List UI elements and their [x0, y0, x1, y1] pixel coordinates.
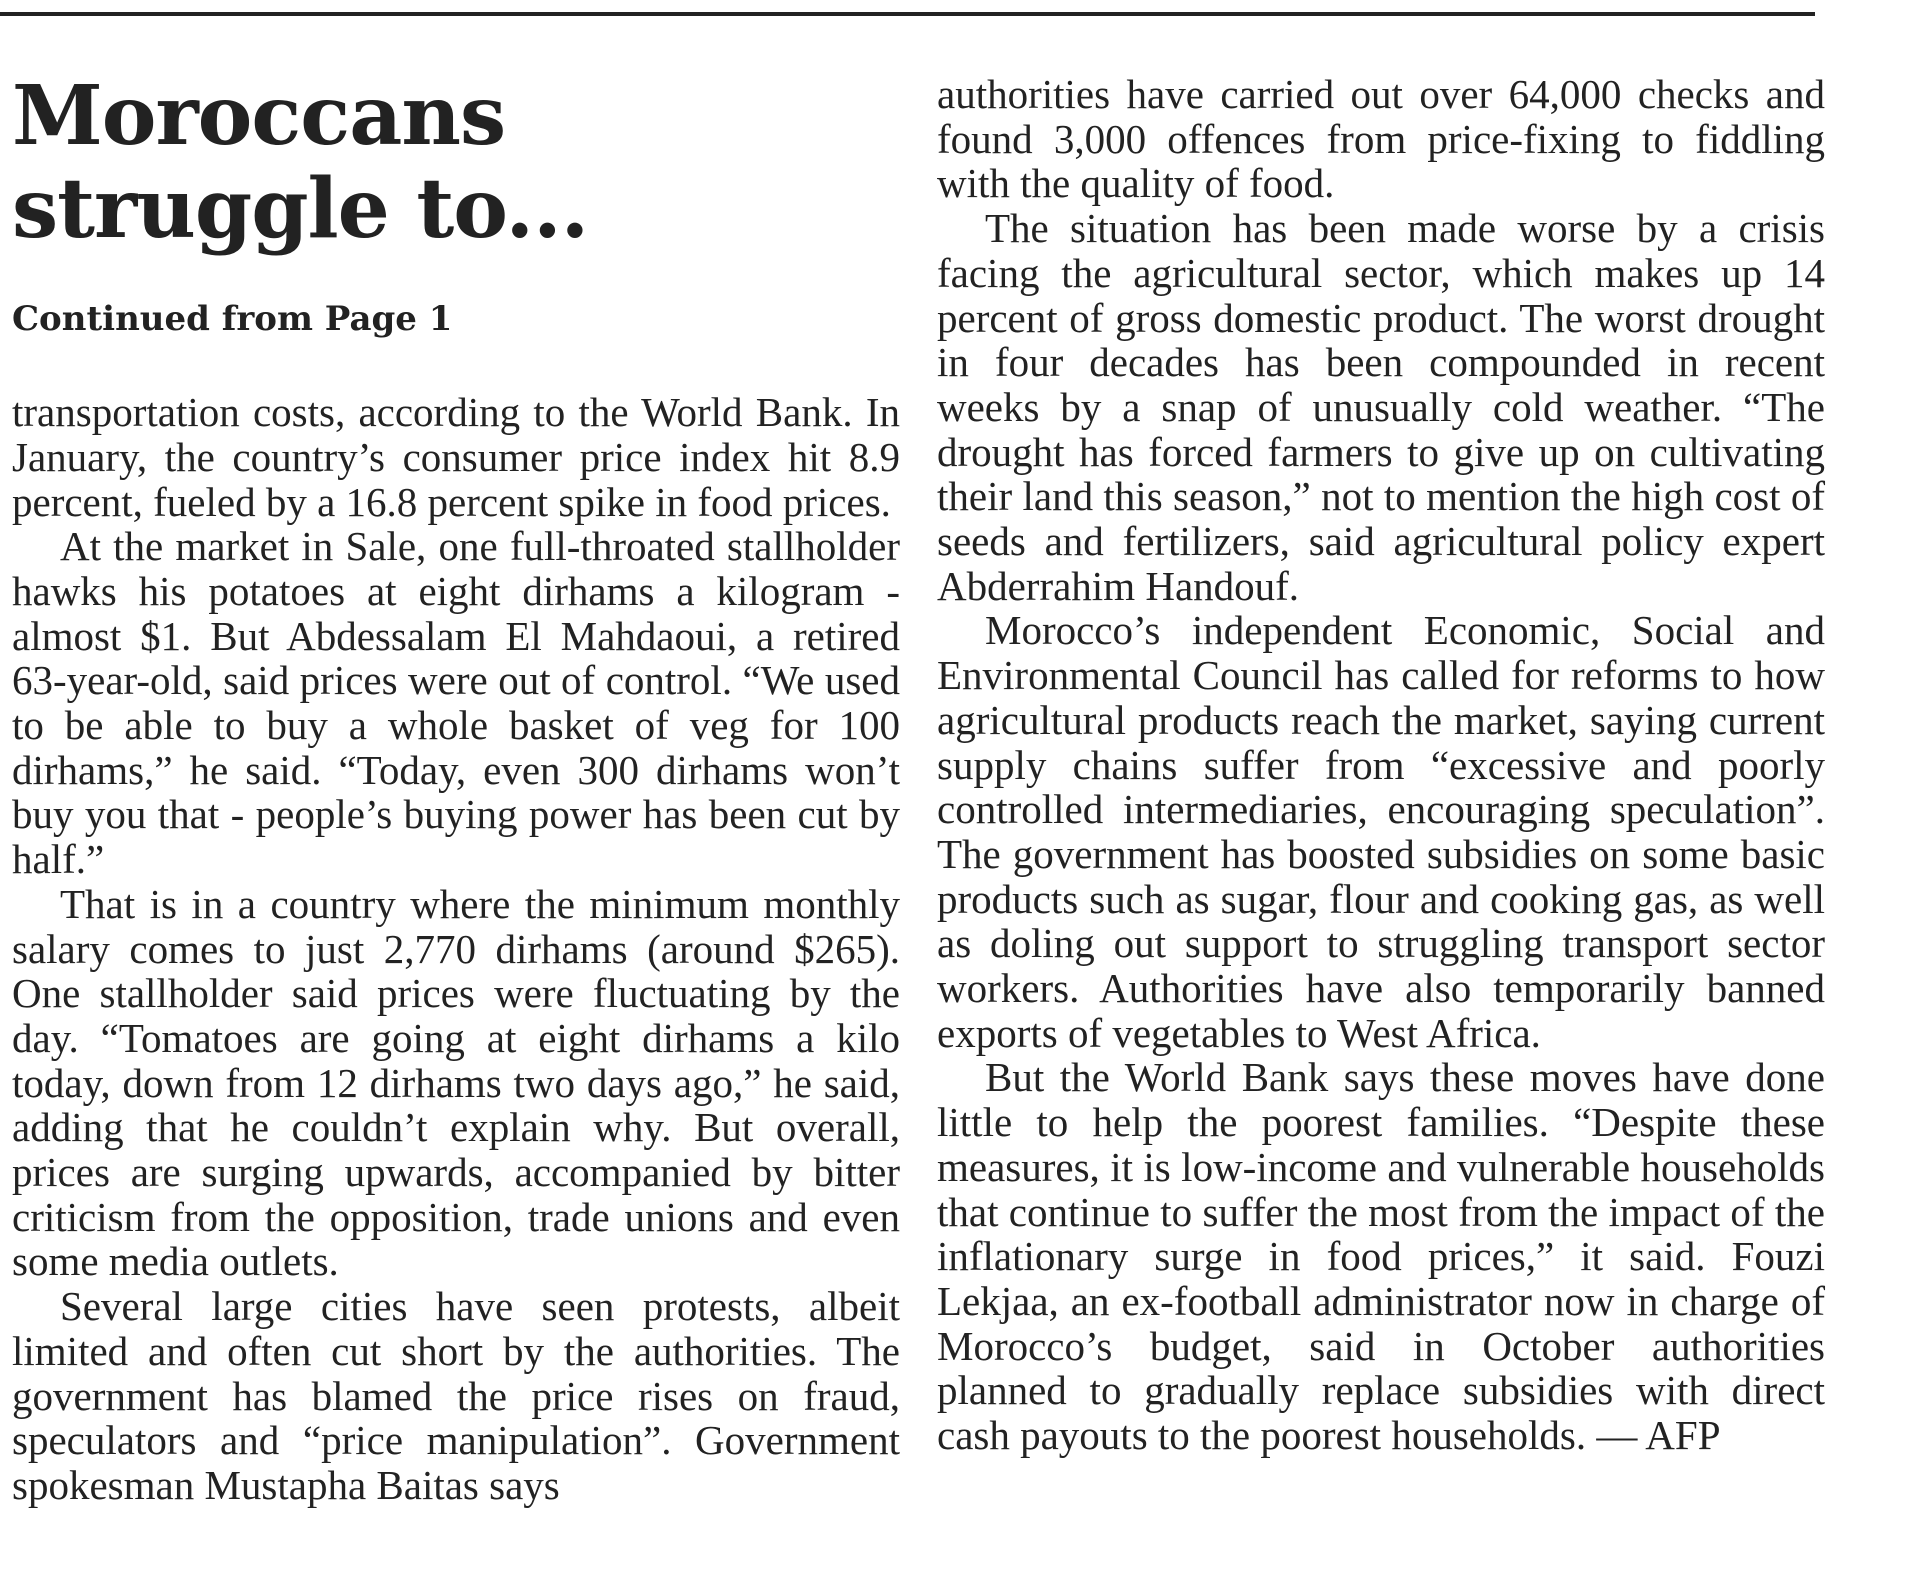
top-rule: [0, 12, 1815, 16]
paragraph: At the market in Sale, one full-throated stallholder hawks his potatoes at eight dirhams a kilogram - almost $1. But Abdessalam El Mahdaoui, a retired 63-year-old, said prices were out of control. “We used to be able to buy a whole basket of veg for 100 dirhams,” he said. “Today, even 300 dirhams won’t buy you that - people’s buying power has been cut by half.”: [12, 523, 900, 883]
paragraph: transportation costs, according to the World Bank. In January, the country’s consumer price index hit 8.9 percent, fueled by a 16.8 percent spike in food prices.: [12, 389, 900, 525]
continued-line: Continued from Page 1: [12, 299, 453, 340]
paragraph: authorities have carried out over 64,000 checks and found 3,000 offences from price-fixing to fiddling with the quality of food.: [937, 71, 1825, 207]
paragraph: That is in a country where the minimum monthly salary comes to just 2,770 dirhams (around $265). One stallholder said prices were fluctuating by the day. “Tomatoes are going at eight dirhams a kilo today, down from 12 dirhams two days ago,” he said, adding that he couldn’t explain why. But overall, prices are surging upwards, accompanied by bitter criticism from the opposition, trade unions and even some media outlets.: [12, 880, 900, 1285]
headline: Moroccans struggle to...: [12, 68, 589, 257]
left-column: [12, 70, 900, 1508]
paragraph: Morocco’s independent Economic, Social and Environmental Council has called for reforms to how agricultural products reach the market, saying current supply chains suffer from “excessive and poorly controlled intermediaries, encouraging speculation”. The government has boosted subsidies on some basic products such as sugar, flour and cooking gas, as well as doling out support to struggling transport sector workers. Authorities have also temporarily banned exports of vegetables to West Africa.: [937, 607, 1825, 1056]
right-column: [937, 72, 1825, 1458]
paragraph: But the World Bank says these moves have done little to help the poorest families. “Despite these measures, it is low-income and vulnerable households that continue to suffer the most from the impact of the inflationary surge in food prices,” it said. Fouzi Lekjaa, an ex-football administrator now in charge of Morocco’s budget, said in October authorities planned to gradually replace subsidies with direct cash payouts to the poorest households. — AFP: [937, 1054, 1825, 1459]
paragraph: The situation has been made worse by a crisis facing the agricultural sector, which makes up 14 percent of gross domestic product. The worst drought in four decades has been compounded in recent weeks by a snap of unusually cold weather. “The drought has forced farmers to give up on cultivating their land this season,” not to mention the high cost of seeds and fertilizers, said agricultural policy expert Abderrahim Handouf.: [937, 205, 1825, 609]
paragraph: Several large cities have seen protests, albeit limited and often cut short by the authorities. The government has blamed the price rises on fraud, speculators and “price manipulation”. Government spokesman Mustapha Baitas says: [12, 1283, 900, 1508]
